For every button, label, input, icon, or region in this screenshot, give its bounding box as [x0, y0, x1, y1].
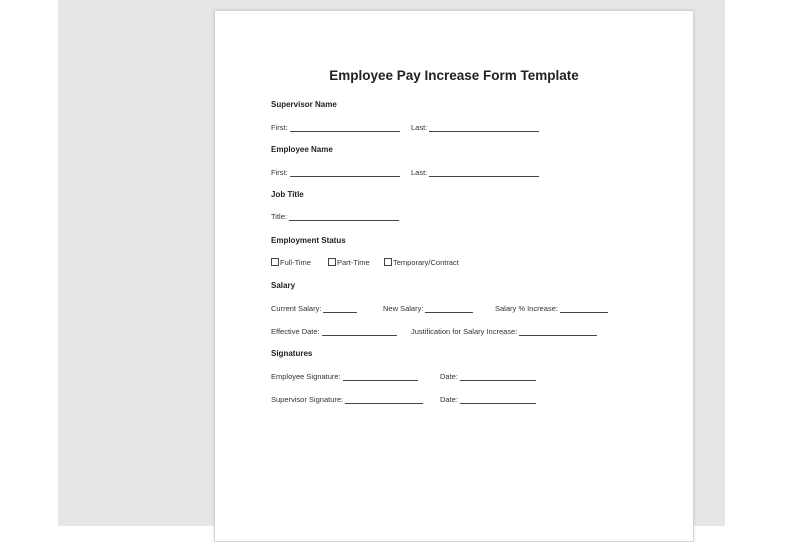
- employment-status-heading: Employment Status: [271, 236, 346, 245]
- new-salary-field[interactable]: [383, 304, 473, 313]
- justification-label: Justification for Salary Increase:: [411, 327, 518, 336]
- full-time-checkbox[interactable]: [271, 258, 279, 266]
- supervisor-last-label: Last:: [411, 123, 428, 132]
- signatures-heading: Signatures: [271, 349, 313, 358]
- document-page: [214, 10, 694, 542]
- temporary-contract-checkbox[interactable]: [384, 258, 392, 266]
- salary-heading: Salary: [271, 281, 296, 290]
- new-salary-label: New Salary:: [383, 304, 424, 313]
- current-salary-label: Current Salary:: [271, 304, 322, 313]
- employee-signature-field[interactable]: [271, 372, 418, 381]
- effective-date-label: Effective Date:: [271, 327, 320, 336]
- employee-last-line[interactable]: [429, 168, 539, 177]
- supervisor-date-label: Date:: [440, 395, 458, 404]
- employee-first-label: First:: [271, 168, 288, 177]
- employee-signature-label: Employee Signature:: [271, 372, 341, 381]
- employee-last-field[interactable]: [411, 168, 539, 177]
- job-title-field[interactable]: [271, 212, 399, 221]
- temporary-contract-option[interactable]: [384, 258, 459, 267]
- current-salary-line[interactable]: [323, 304, 357, 313]
- employee-signature-line[interactable]: [343, 372, 418, 381]
- part-time-label: Part-Time: [337, 258, 370, 267]
- employee-date-line[interactable]: [460, 372, 536, 381]
- salary-percent-label: Salary % Increase:: [495, 304, 558, 313]
- effective-date-line[interactable]: [322, 327, 397, 336]
- employee-last-label: Last:: [411, 168, 428, 177]
- employee-date-label: Date:: [440, 372, 458, 381]
- employee-first-line[interactable]: [290, 168, 400, 177]
- new-salary-line[interactable]: [425, 304, 473, 313]
- supervisor-first-label: First:: [271, 123, 288, 132]
- supervisor-date-line[interactable]: [460, 395, 536, 404]
- supervisor-name-heading: Supervisor Name: [271, 100, 337, 109]
- effective-date-field[interactable]: [271, 327, 397, 336]
- document-viewer-background: [58, 0, 725, 526]
- form-title: Employee Pay Increase Form Template: [329, 68, 579, 83]
- supervisor-last-field[interactable]: [411, 123, 539, 132]
- employee-date-field[interactable]: [440, 372, 536, 381]
- salary-percent-line[interactable]: [560, 304, 608, 313]
- part-time-checkbox[interactable]: [328, 258, 336, 266]
- job-title-heading: Job Title: [271, 190, 304, 199]
- supervisor-date-field[interactable]: [440, 395, 536, 404]
- temporary-contract-label: Temporary/Contract: [393, 258, 459, 267]
- job-title-label: Title:: [271, 212, 287, 221]
- full-time-option[interactable]: [271, 258, 311, 267]
- justification-line[interactable]: [519, 327, 597, 336]
- supervisor-last-line[interactable]: [429, 123, 539, 132]
- supervisor-signature-label: Supervisor Signature:: [271, 395, 344, 404]
- salary-percent-field[interactable]: [495, 304, 608, 313]
- supervisor-signature-field[interactable]: [271, 395, 423, 404]
- supervisor-first-field[interactable]: [271, 123, 400, 132]
- supervisor-first-line[interactable]: [290, 123, 400, 132]
- justification-field[interactable]: [411, 327, 597, 336]
- employee-first-field[interactable]: [271, 168, 400, 177]
- employee-name-heading: Employee Name: [271, 145, 333, 154]
- supervisor-signature-line[interactable]: [345, 395, 423, 404]
- full-time-label: Full-Time: [280, 258, 311, 267]
- current-salary-field[interactable]: [271, 304, 357, 313]
- job-title-line[interactable]: [289, 212, 399, 221]
- part-time-option[interactable]: [328, 258, 370, 267]
